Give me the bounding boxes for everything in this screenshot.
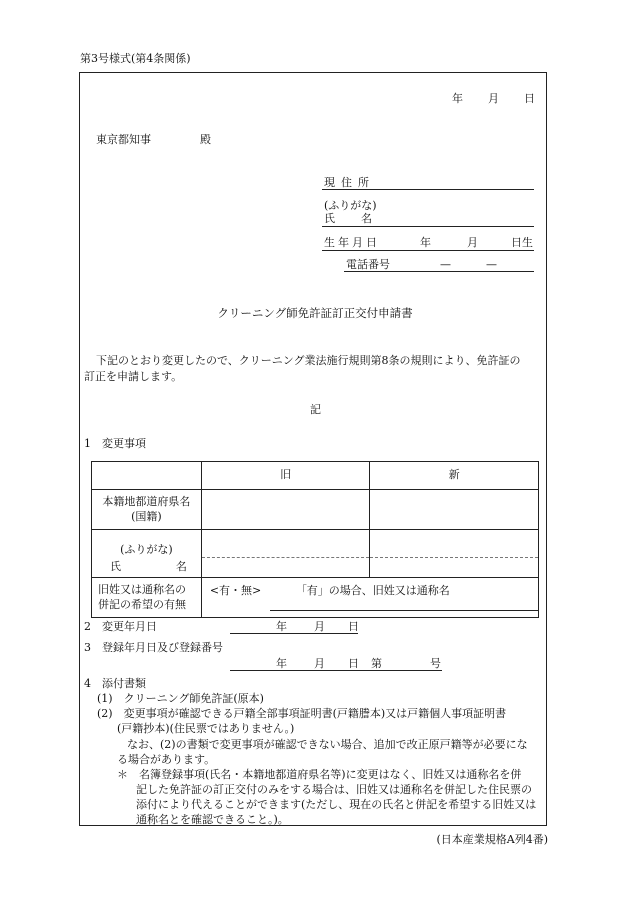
table-header-blank xyxy=(92,462,202,490)
row-domicile-new-cell[interactable] xyxy=(370,490,539,530)
table-header-new: 新 xyxy=(370,462,539,490)
row-maiden-value-cell xyxy=(201,578,538,618)
row-domicile-label xyxy=(92,490,202,530)
row-name-furigana-old-cell[interactable] xyxy=(201,530,370,558)
addressee-governor: 東京都知事 xyxy=(96,133,151,146)
attachment-item-2-line2: (戸籍抄本)(住民票ではありません。) xyxy=(117,722,295,735)
row-name-char-2: 名 xyxy=(175,560,187,574)
date-day-label: 日 xyxy=(524,92,535,105)
phone-sep-1: — xyxy=(440,258,451,271)
row-domicile-old-cell[interactable] xyxy=(201,490,370,530)
date-month-label: 月 xyxy=(488,92,499,105)
row-name-label xyxy=(92,530,202,558)
section3-underline[interactable] xyxy=(230,670,442,671)
form-number: 第3号様式(第4条関係) xyxy=(80,52,191,65)
maiden-note: 「有」の場合、旧姓又は通称名 xyxy=(295,583,450,597)
row-maiden-label xyxy=(92,578,202,618)
address-underline[interactable] xyxy=(322,189,534,190)
document-title: クリーニング師免許証訂正交付申請書 xyxy=(217,306,413,320)
section2-month: 月 xyxy=(314,620,325,633)
address-label: 現住所 xyxy=(324,176,375,189)
birth-year: 年 xyxy=(420,236,431,249)
change-table xyxy=(91,461,539,618)
row-name-name-label xyxy=(92,558,202,578)
birthdate-label: 生年月日 xyxy=(324,236,380,249)
birth-month: 月 xyxy=(467,236,478,249)
attachment-item-2-line1: (2) 変更事項が確認できる戸籍全部事項証明書(戸籍謄本)又は戸籍個人事項証明書 xyxy=(97,707,507,720)
maiden-choice[interactable]: <有・無> xyxy=(209,583,262,597)
phone-label: 電話番号 xyxy=(346,258,390,271)
row-domicile-label-line2: (国籍) xyxy=(131,509,162,523)
section2-underline[interactable] xyxy=(230,633,358,634)
section3-heading: 3 登録年月日及び登録番号 xyxy=(84,641,223,654)
body-text-line-1: 下記のとおり変更したので、クリーニング業法施行規則第8条の規則により、免許証の xyxy=(96,354,521,367)
section2-heading: 2 変更年月日 xyxy=(84,620,157,633)
furigana-label: (ふりがな) xyxy=(324,199,377,212)
section3-year: 年 xyxy=(276,657,287,670)
section1-heading: 1 変更事項 xyxy=(84,437,146,450)
attachment-note-line1: ＊ 名簿登録事項(氏名・本籍地都道府県名等)に変更はなく、旧姓又は通称名を併 xyxy=(117,768,522,781)
attachment-note-line3: 添付により代えることができます(ただし、現在の氏名と併記を希望する旧姓又は xyxy=(136,798,537,811)
section2-day: 日 xyxy=(348,620,359,633)
phone-sep-2: — xyxy=(486,258,497,271)
row-name-furigana-new-cell[interactable] xyxy=(370,530,539,558)
row-name-char-1: 氏 xyxy=(110,560,121,574)
phone-underline[interactable] xyxy=(344,271,534,272)
attachment-item-2-line3: なお、(2)の書類で変更事項が確認できない場合、追加で改正原戸籍等が必要にな xyxy=(127,738,528,751)
section3-month: 月 xyxy=(314,657,325,670)
section3-day: 日 xyxy=(348,657,359,670)
row-domicile-label-line1: 本籍地都道府県名 xyxy=(102,495,191,509)
name-underline[interactable] xyxy=(322,226,534,227)
date-year-label: 年 xyxy=(452,92,463,105)
row-name-furigana-label: (ふりがな) xyxy=(120,543,173,557)
birth-day: 日生 xyxy=(511,236,533,249)
name-label: 氏名 xyxy=(324,212,398,225)
section3-dai: 第 xyxy=(371,657,382,670)
ki-label: 記 xyxy=(310,403,321,416)
attachment-note-line4: 通称名とを確認できること。)。 xyxy=(136,813,289,826)
row-name-new-cell[interactable] xyxy=(370,558,539,578)
addressee-honorific: 殿 xyxy=(200,133,211,146)
attachment-item-1: (1) クリーニング師免許証(原本) xyxy=(97,692,264,705)
birthdate-underline[interactable] xyxy=(322,250,534,251)
row-maiden-label-line2: 併記の希望の有無 xyxy=(98,597,186,611)
table-header-old: 旧 xyxy=(201,462,370,490)
row-name-old-cell[interactable] xyxy=(201,558,370,578)
paper-size-note: (日本産業規格A列4番) xyxy=(436,833,548,846)
section3-go: 号 xyxy=(430,657,441,670)
body-text-line-2: 訂正を申請します。 xyxy=(84,370,183,383)
maiden-name-underline[interactable] xyxy=(270,610,538,611)
row-maiden-label-line1: 旧姓又は通称名の xyxy=(98,583,186,597)
attachment-note-line2: 記した免許証の訂正交付のみをする場合は、旧姓又は通称名を併記した住民票の xyxy=(136,783,532,796)
section2-year: 年 xyxy=(276,620,287,633)
section4-heading: 4 添付書類 xyxy=(84,677,146,690)
attachment-item-2-line4: る場合があります。 xyxy=(117,753,216,766)
